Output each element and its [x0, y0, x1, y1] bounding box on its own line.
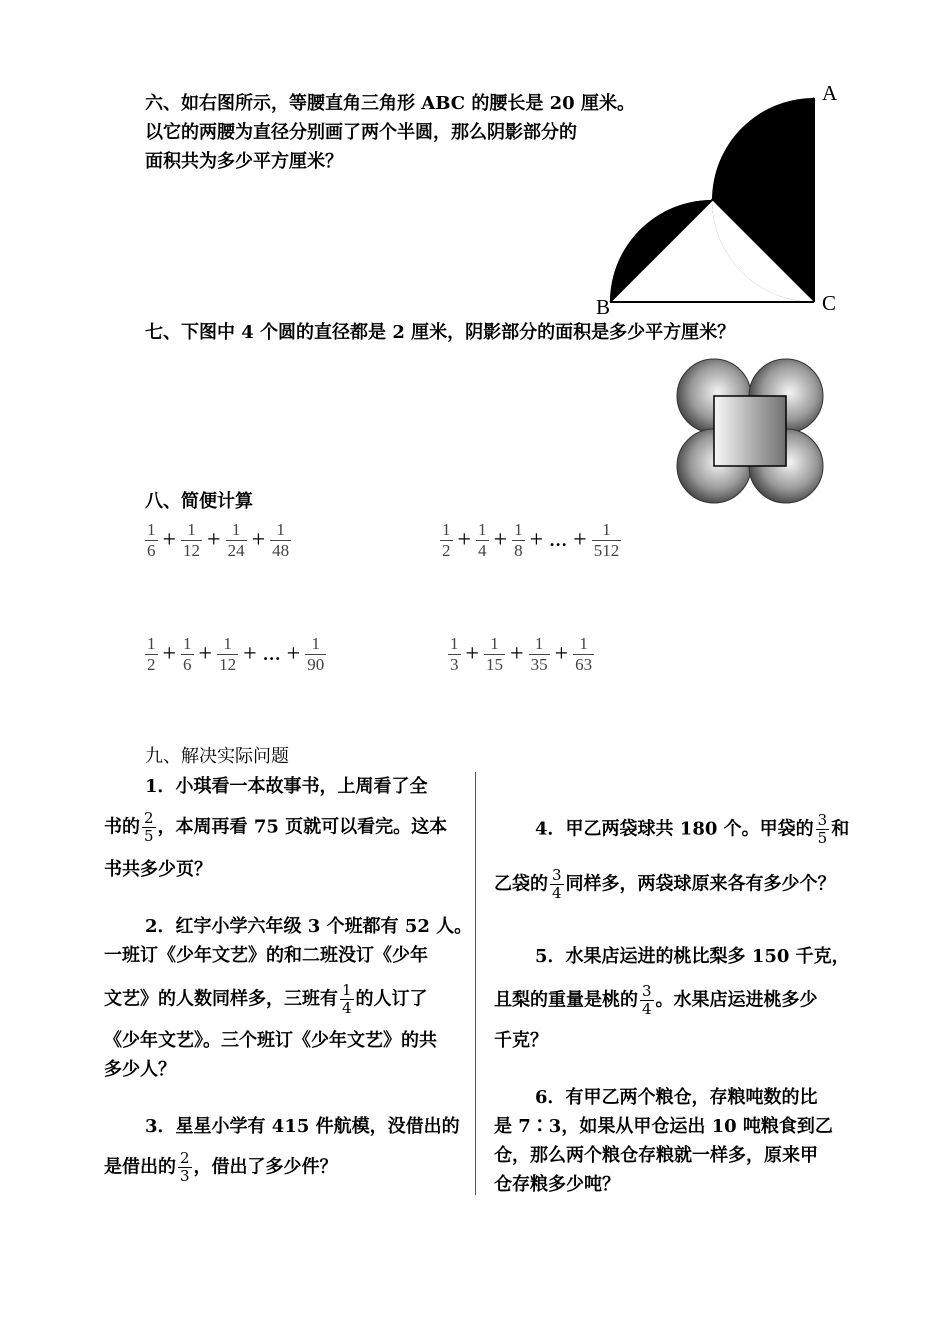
- fraction: $\frac{1}{15}$: [486, 634, 504, 674]
- fraction: $\frac{1}{8}$: [514, 520, 523, 560]
- fraction: $\frac{1}{12}$: [183, 520, 201, 560]
- p1-line-1: 1．小琪看一本故事书，上周看了全: [145, 776, 428, 797]
- p2-line-5: 多少人？: [104, 1059, 176, 1080]
- p6-line-2: 是 7∶3，如果从甲仓运出 10 吨粮食到乙: [494, 1116, 833, 1137]
- p3-line-1: 3．星星小学有 415 件航模，没借出的: [145, 1116, 460, 1137]
- fraction: $\frac{2}{5}$: [144, 809, 154, 845]
- fraction: $\frac{2}{3}$: [180, 1149, 190, 1185]
- p3-line-2: 是借出的 $\frac{2}{3}$ ，借出了多少件？: [104, 1149, 338, 1185]
- fraction: $\frac{1}{90}$: [307, 634, 325, 674]
- p4-line-1: 4．甲乙两袋球共 180 个。甲袋的 $\frac{3}{5}$ 和: [535, 811, 850, 847]
- label-b: B: [596, 295, 611, 318]
- fraction: $\frac{1}{6}$: [147, 520, 156, 560]
- p6-line-1: 6．有甲乙两个粮仓，存粮吨数的比: [535, 1087, 818, 1108]
- fraction: $\frac{1}{3}$: [450, 634, 459, 674]
- column-divider: [475, 772, 476, 1195]
- q6-line-2: 以它的两腰为直径分别画了两个半圆，那么阴影部分的: [145, 122, 577, 143]
- p6-line-3: 仓，那么两个粮仓存粮就一样多，原来甲: [494, 1145, 818, 1166]
- fraction: $\frac{3}{4}$: [642, 982, 652, 1018]
- p5-line-3: 千克？: [494, 1030, 548, 1051]
- ellipsis: …: [262, 644, 281, 664]
- ellipsis: …: [549, 530, 568, 550]
- q7-text: 七、下图中 4 个圆的直径都是 2 厘米，阴影部分的面积是多少平方厘米？: [145, 322, 736, 343]
- fraction: $\frac{1}{6}$: [183, 634, 192, 674]
- q8-heading: 八、简便计算: [145, 491, 253, 512]
- p2-line-2: 一班订《少年文艺》的和二班没订《少年: [104, 945, 428, 966]
- calc-expr-4: $\frac{1}{3}$ + $\frac{1}{15}$ + $\frac{1}{35}$ + $\frac{1}{63}$: [450, 634, 593, 674]
- fraction: $\frac{1}{512}$: [593, 520, 620, 560]
- calc-expr-3: $\frac{1}{2}$ + $\frac{1}{6}$ + $\frac{1}{12}$ + … + $\frac{1}{90}$: [147, 634, 325, 674]
- p1-line-3: 书共多少页？: [104, 859, 212, 880]
- fraction: $\frac{1}{12}$: [219, 634, 237, 674]
- p1-line-2: 书的 $\frac{2}{5}$ ，本周再看 75 页就可以看完。这本: [104, 809, 448, 845]
- fraction: $\frac{1}{2}$: [442, 520, 451, 560]
- fraction: $\frac{1}{35}$: [530, 634, 548, 674]
- calc-expr-2: $\frac{1}{2}$ + $\frac{1}{4}$ + $\frac{1}{8}$ + … + $\frac{1}{512}$: [442, 520, 620, 560]
- four-circles-figure: [672, 356, 832, 508]
- p5-line-2: 且梨的重量是桃的 $\frac{3}{4}$ 。水果店运进桃多少: [494, 982, 818, 1018]
- fraction: $\frac{1}{48}$: [272, 520, 290, 560]
- q6-line-1: 六、如右图所示，等腰直角三角形 ABC 的腰长是 20 厘米。: [145, 93, 635, 114]
- fraction: $\frac{1}{24}$: [227, 520, 245, 560]
- label-c: C: [822, 291, 837, 315]
- p6-line-4: 仓存粮多少吨？: [494, 1174, 620, 1195]
- p5-line-1: 5．水果店运进的桃比梨多 150 千克，: [535, 946, 850, 967]
- fraction: $\frac{3}{4}$: [552, 866, 562, 902]
- p2-line-1: 2．红宇小学六年级 3 个班都有 52 人。: [145, 916, 473, 937]
- fraction: $\frac{1}{4}$: [478, 520, 487, 560]
- p4-line-2: 乙袋的 $\frac{3}{4}$ 同样多，两袋球原来各有多少个？: [494, 866, 836, 902]
- center-square: [714, 396, 786, 466]
- q9-heading: 九、解决实际问题: [145, 746, 289, 767]
- p2-line-3: 文艺》的人数同样多，三班有 $\frac{1}{4}$ 的人订了: [104, 981, 428, 1017]
- fraction: $\frac{1}{63}$: [575, 634, 593, 674]
- q6-line-3: 面积共为多少平方厘米？: [145, 151, 343, 172]
- triangle-semicircles-figure: [590, 78, 850, 318]
- fraction: $\frac{1}{4}$: [342, 981, 352, 1017]
- label-a: A: [822, 81, 838, 105]
- calc-expr-1: $\frac{1}{6}$ + $\frac{1}{12}$ + $\frac{1}{24}$ + $\frac{1}{48}$: [147, 520, 290, 560]
- fraction: $\frac{1}{2}$: [147, 634, 156, 674]
- fraction: $\frac{3}{5}$: [817, 811, 828, 847]
- p2-line-4: 《少年文艺》。三个班订《少年文艺》的共: [104, 1030, 437, 1051]
